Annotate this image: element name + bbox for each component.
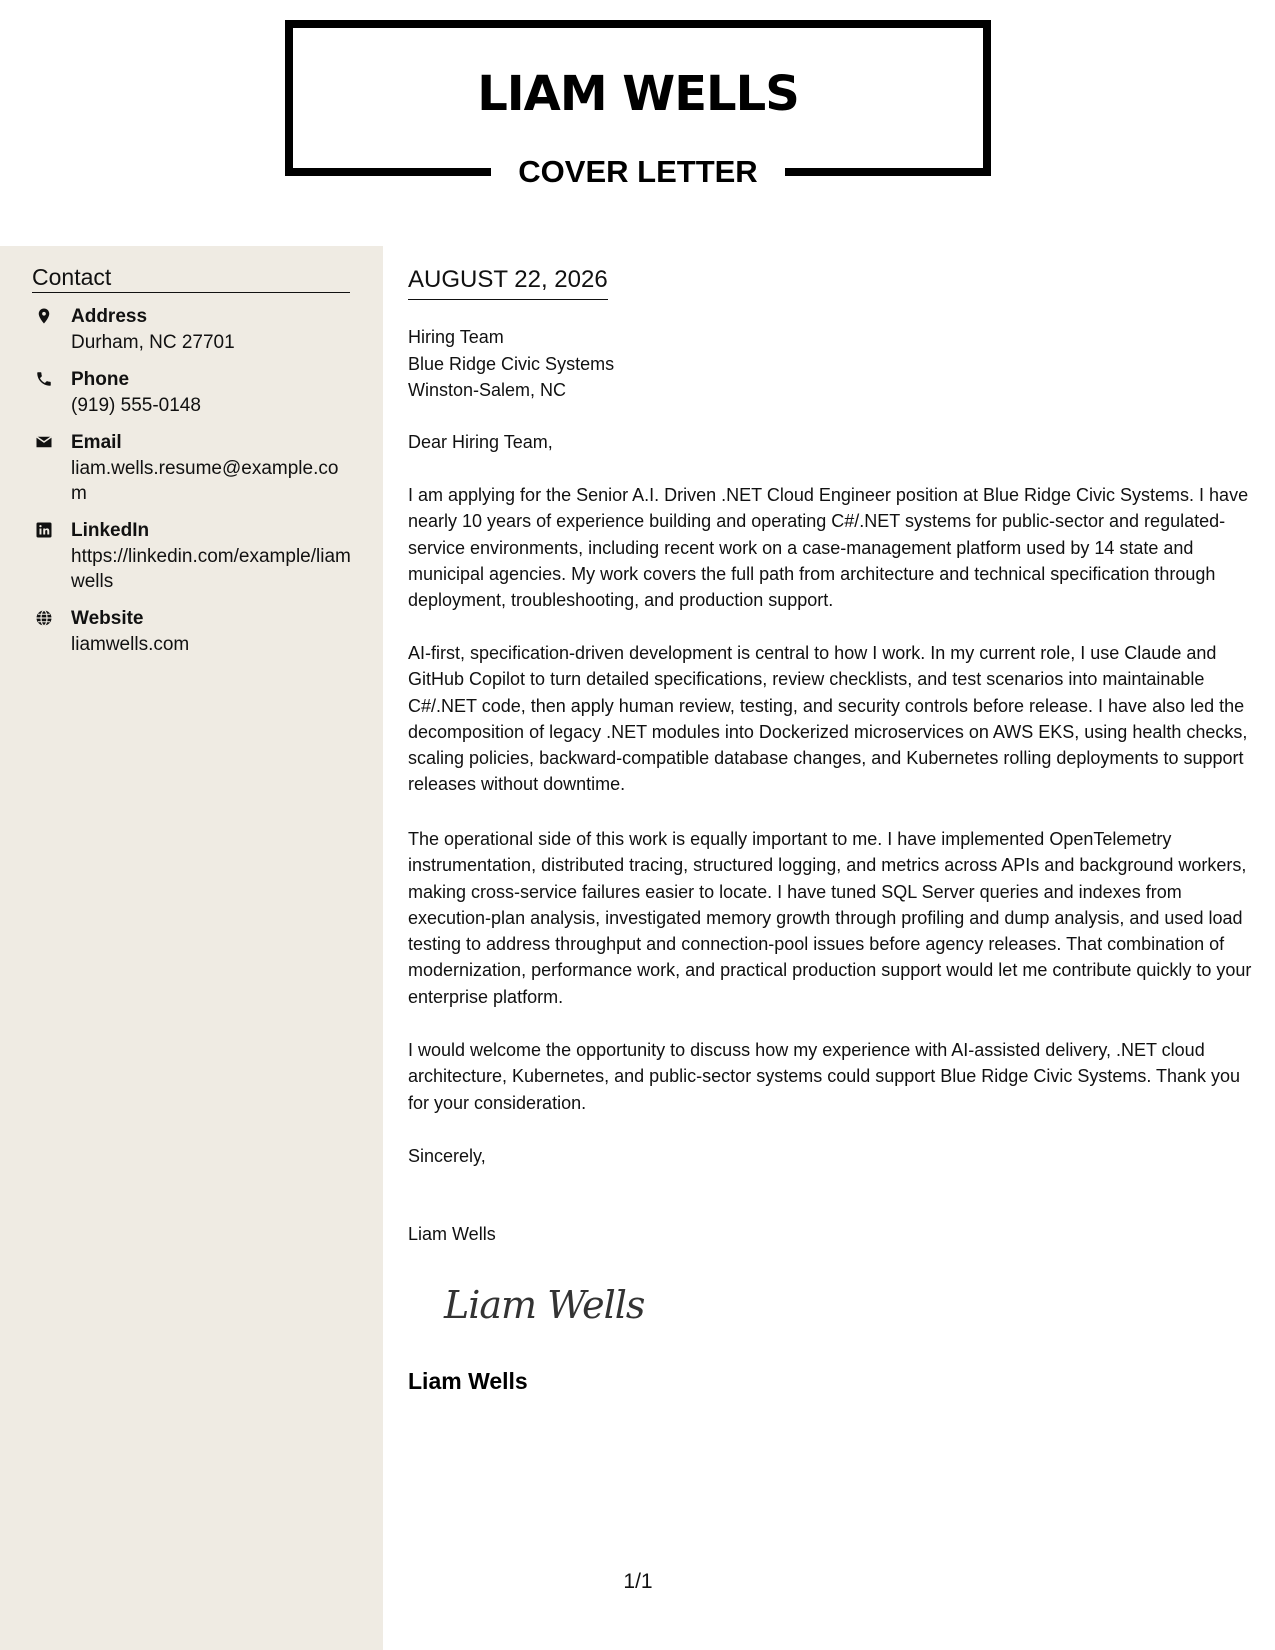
globe-icon bbox=[35, 609, 53, 627]
applicant-name-title: LIAM WELLS bbox=[477, 66, 799, 122]
recipient-line: Winston-Salem, NC bbox=[408, 380, 567, 400]
contact-label: Website bbox=[71, 608, 144, 629]
body-paragraph: I am applying for the Senior A.I. Driven .NET Cloud Engineer position at Blue Ridge Civic Systems. I have nearly 10 years of experience building and operating C#/.NET systems for public-sector and regulated-service environments, including recent work on a case-management platform used by 14 state and municipal agencies. My work covers the full path from architecture and technical specification through deployment, troubleshooting, and production support. bbox=[408, 485, 1249, 611]
page-number: 1/1 bbox=[623, 1570, 653, 1593]
contact-value[interactable]: liam.wells.resume@example.com bbox=[71, 458, 339, 504]
contact-label: Email bbox=[71, 432, 122, 453]
recipient-line: Blue Ridge Civic Systems bbox=[408, 353, 615, 374]
contact-label: Phone bbox=[71, 369, 130, 390]
envelope-icon bbox=[35, 433, 53, 451]
contact-heading: Contact bbox=[32, 262, 350, 293]
linkedin-icon bbox=[35, 521, 53, 539]
body-paragraph: The operational side of this work is equally important to me. I have implemented OpenTelemetry instrumentation, distributed tracing, structured logging, and metrics across APIs and background workers, making cross-service failures easier to locate. I have tuned SQL Server queries and indexes from execution-plan analysis, investigated memory growth through profiling and dump analysis, and used load testing to address throughput and connection-pool issues before agency releases. That combination of modernization, performance work, and practical production support would let me contribute quickly to your enterprise platform. bbox=[408, 829, 1252, 1007]
closing: Sincerely, bbox=[408, 1146, 486, 1166]
sender-name: Liam Wells bbox=[408, 1224, 496, 1244]
contact-label: LinkedIn bbox=[71, 520, 150, 541]
sender-name-bold: Liam Wells bbox=[408, 1368, 528, 1394]
document-type-label: COVER LETTER bbox=[518, 154, 758, 189]
header-border-top bbox=[285, 20, 991, 28]
recipient-block bbox=[408, 324, 614, 404]
phone-icon bbox=[35, 370, 53, 388]
body-paragraph: AI-first, specification-driven development is central to how I work. In my current role, I use Claude and GitHub Copilot to turn detailed specifications, review checklists, and test scenarios into maintainable C#/.NET code, then apply human review, testing, and security controls before release. I have also led the decomposition of legacy .NET modules into Dockerized microservices on AWS EKS, using health checks, scaling policies, backward-compatible database changes, and Kubernetes rolling deployments to support releases without downtime. bbox=[408, 643, 1248, 795]
contact-label: Address bbox=[71, 306, 148, 327]
body-paragraph: I would welcome the opportunity to discuss how my experience with AI-assisted delivery, .NET cloud architecture, Kubernetes, and public-sector systems could support Blue Ridge Civic Systems. Thank you for your consideration. bbox=[408, 1040, 1241, 1113]
letter-date: AUGUST 22, 2026 bbox=[408, 264, 608, 300]
recipient-line: Hiring Team bbox=[408, 327, 504, 347]
location-pin-icon bbox=[35, 307, 53, 325]
contact-sidebar bbox=[0, 246, 383, 1650]
header-box bbox=[285, 20, 991, 189]
contact-value[interactable]: https://linkedin.com/example/liamwells bbox=[71, 546, 351, 592]
handwritten-signature: Liam Wells bbox=[444, 1283, 645, 1327]
contact-value: (919) 555-0148 bbox=[71, 395, 201, 416]
contact-value: Durham, NC 27701 bbox=[71, 332, 235, 353]
contact-value[interactable]: liamwells.com bbox=[71, 634, 190, 655]
salutation: Dear Hiring Team, bbox=[408, 432, 553, 452]
